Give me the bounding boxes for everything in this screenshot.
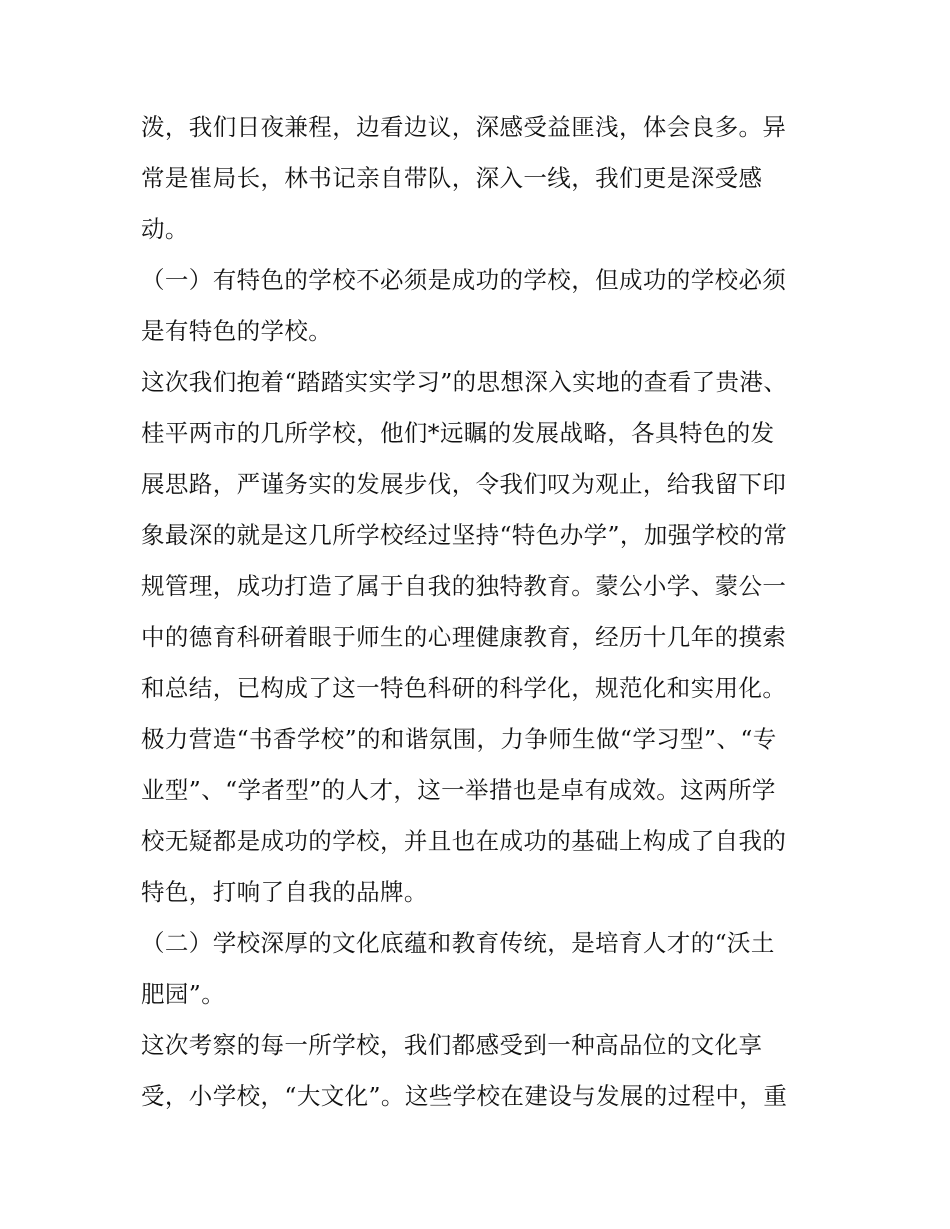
text-line: 象最深的就是这几所学校经过坚持“特色办学”，加强学校的常 (141, 521, 788, 549)
section-heading-line: 是有特色的学校。 (141, 317, 333, 345)
text-line: 校无疑都是成功的学校，并且也在成功的基础上构成了自我的 (141, 827, 787, 855)
text-line: 这次我们抱着“踏踏实实学习”的思想深入实地的查看了贵港、 (141, 368, 788, 396)
text-line: 极力营造“书香学校”的和谐氛围，力争师生做“学习型”、“专 (141, 725, 777, 753)
section-heading-line: 肥园”。 (141, 980, 226, 1008)
text-line: 业型”、“学者型”的人才，这一举措也是卓有成效。这两所学 (141, 776, 776, 804)
text-line: 动。 (141, 215, 189, 243)
text-line: 受，小学校，“大文化”。这些学校在建设与发展的过程中，重 (141, 1082, 788, 1110)
section-heading-line: （一）有特色的学校不必须是成功的学校，但成功的学校必须 (141, 266, 787, 294)
section-heading-line: （二）学校深厚的文化底蕴和教育传统，是培育人才的“沃土 (141, 929, 775, 957)
document-body (141, 102, 821, 1122)
text-line: 常是崔局长，林书记亲自带队，深入一线，我们更是深受感 (141, 164, 763, 192)
text-line: 泼，我们日夜兼程，边看边议，深感受益匪浅，体会良多。异 (141, 113, 787, 141)
text-line: 展思路，严谨务实的发展步伐，令我们叹为观止，给我留下印 (141, 470, 787, 498)
text-line: 特色，打响了自我的品牌。 (141, 878, 428, 906)
text-line: 桂平两市的几所学校，他们*远瞩的发展战略，各具特色的发 (141, 419, 775, 447)
text-line: 规管理，成功打造了属于自我的独特教育。蒙公小学、蒙公一 (141, 572, 787, 600)
text-line: 和总结，已构成了这一特色科研的科学化，规范化和实用化。 (141, 674, 787, 702)
text-line: 中的德育科研着眼于师生的心理健康教育，经历十几年的摸索 (141, 623, 787, 651)
text-line: 这次考察的每一所学校，我们都感受到一种高品位的文化享 (141, 1031, 763, 1059)
